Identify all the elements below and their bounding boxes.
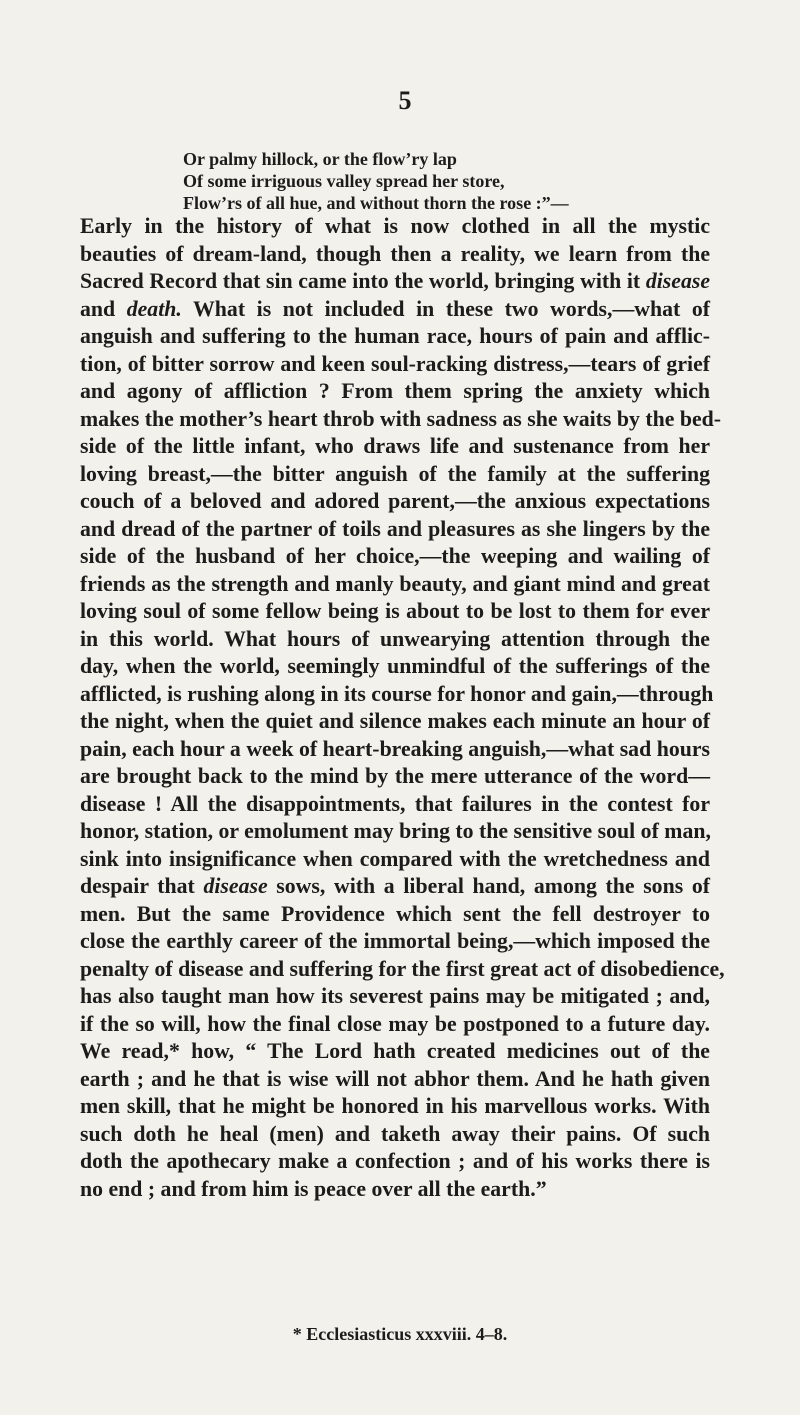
text-line: penalty of disease and suffering for the first great act of disobedience, [80, 956, 725, 981]
text-line: loving soul of some fellow being is about to be lost to them for ever [80, 599, 710, 623]
text-line: are brought back to the mind by the mere utterance of the word— [80, 764, 710, 788]
text-line: has also taught man how its severest pains may be mitigated ; and, [80, 984, 710, 1008]
text-line: tion, of bitter sorrow and keen soul-racking distress,—tears of grief [80, 351, 710, 376]
text-line [80, 268, 710, 296]
text-line: pain, each hour a week of heart-breaking anguish,—what sad hours [80, 736, 710, 761]
verse-line: Or palmy hillock, or the flow’ry lap [183, 149, 457, 169]
verse-line: Flow’rs of all hue, and without thorn the rose :”— [183, 193, 569, 213]
text-segment: Sacred Record that sin came into the world, bringing with it [80, 269, 646, 293]
text-line: such doth he heal (men) and taketh away their pains. Of such [80, 1121, 710, 1146]
text-line: the night, when the quiet and silence makes each minute an hour of [80, 709, 710, 733]
page-number: 5 [398, 86, 412, 115]
text-line: honor, station, or emolument may bring to the sensitive soul of man, [80, 819, 711, 843]
italic-word: death. [126, 296, 182, 321]
text-line: doth the apothecary make a confection ; and of his works there is [80, 1149, 710, 1173]
text-line: men. But the same Providence which sent the fell destroyer to [80, 901, 710, 926]
body-paragraph [80, 213, 725, 1203]
text-line: We read,* how, “ The Lord hath created medicines out of the [80, 1039, 710, 1063]
verse-line: Of some irriguous valley spread her store, [183, 171, 505, 191]
footnote: * Ecclesiasticus xxxviii. 4–8. [292, 1324, 508, 1344]
text-line: side of the little infant, who draws life and sustenance from her [80, 434, 710, 458]
text-line: and agony of affliction ? From them spring the anxiety which [80, 379, 710, 403]
text-line: if the so will, how the final close may be postponed to a future day. [80, 1011, 710, 1036]
text-segment: What is not included in these two words,—what of [181, 296, 711, 321]
text-segment: and [80, 296, 127, 321]
text-line: anguish and suffering to the human race, hours of pain and afflic- [80, 324, 710, 348]
text-line: makes the mother’s heart throb with sadness as she waits by the bed- [80, 406, 721, 431]
text-line: earth ; and he that is wise will not abhor them. And he hath given [80, 1066, 710, 1091]
italic-word: disease [645, 269, 710, 293]
text-line: close the earthly career of the immortal being,—which imposed the [80, 929, 710, 953]
text-line: loving breast,—the bitter anguish of the family at the suffering [80, 461, 710, 486]
text-line: beauties of dream-land, though then a reality, we learn from the [80, 241, 710, 266]
text-line [80, 873, 710, 901]
text-line: men skill, that he might be honored in his marvellous works. With [80, 1094, 710, 1118]
text-line: in this world. What hours of unwearying attention through the [80, 626, 710, 651]
text-line: no end ; and from him is peace over all the earth.” [80, 1176, 547, 1201]
italic-word: disease [203, 874, 268, 898]
text-line: day, when the world, seemingly unmindful of the sufferings of the [80, 654, 710, 678]
text-line: sink into insignificance when compared with the wretchedness and [80, 846, 710, 871]
text-line: couch of a beloved and adored parent,—the anxious expectations [80, 489, 710, 513]
text-line: friends as the strength and manly beauty, and giant mind and great [80, 571, 710, 596]
verse-quotation [183, 148, 663, 214]
text-line [80, 296, 710, 324]
text-line: afflicted, is rushing along in its course for honor and gain,—through [80, 681, 714, 706]
text-line: and dread of the partner of toils and pleasures as she lingers by the [80, 516, 710, 541]
text-line: Early in the history of what is now clothed in all the mystic [80, 214, 710, 238]
text-segment: sows, with a liberal hand, among the sons of [267, 874, 710, 898]
text-line: side of the husband of her choice,—the weeping and wailing of [80, 544, 710, 568]
text-segment: despair that [80, 874, 204, 898]
text-line: disease ! All the disappointments, that failures in the contest for [80, 791, 710, 816]
